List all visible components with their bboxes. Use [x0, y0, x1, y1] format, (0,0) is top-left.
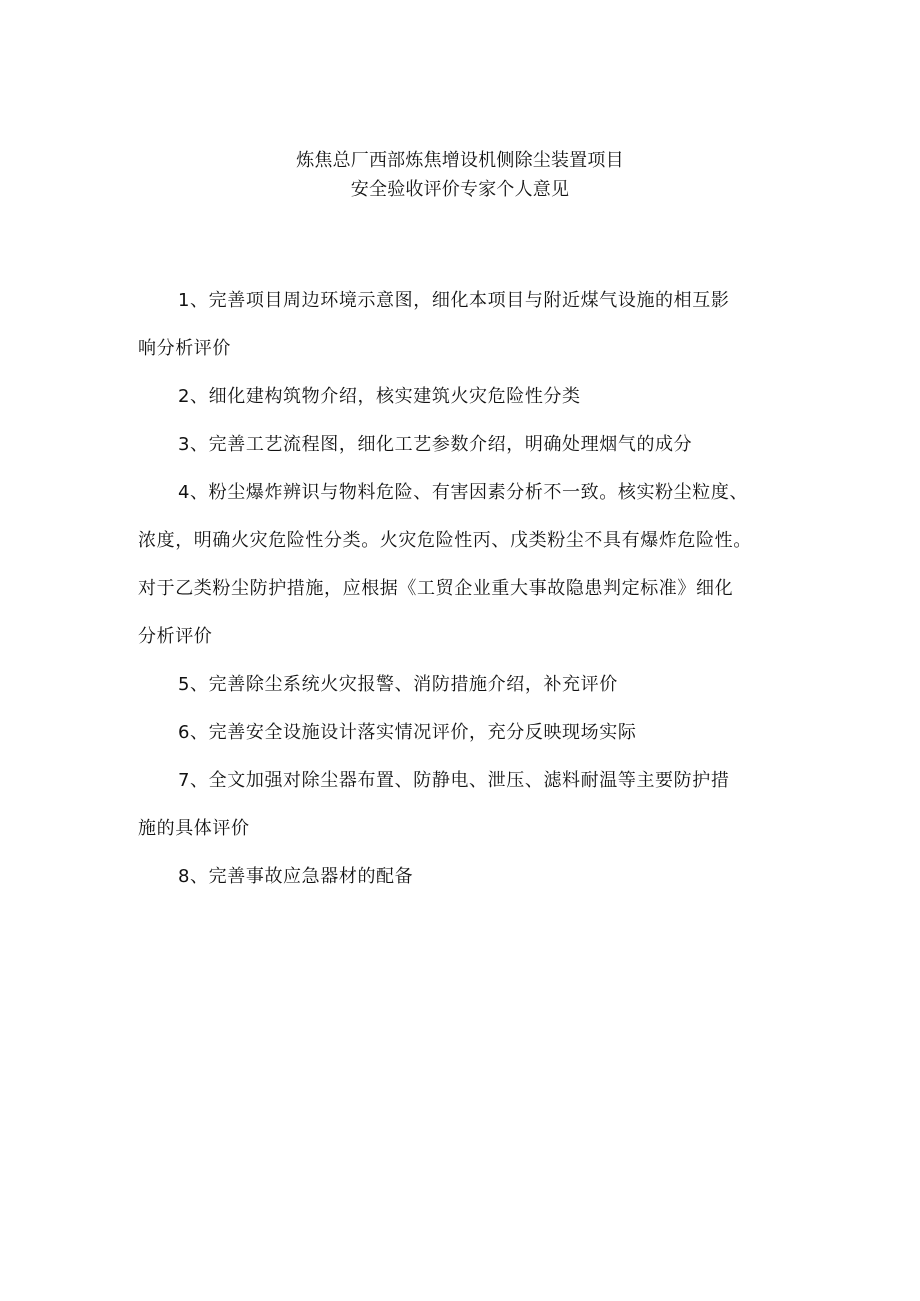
opinion-item-1-line-2: 响分析评价 [138, 338, 231, 359]
opinion-item-3 [138, 421, 784, 469]
opinion-item-8 [138, 853, 784, 901]
title-line-1: 炼焦总厂西部炼焦增设机侧除尘装置项目 [296, 150, 624, 171]
opinion-item-2 [138, 373, 784, 421]
opinion-item-7 [138, 757, 784, 853]
title-line-2: 安全验收评价专家个人意见 [350, 179, 570, 200]
opinion-item-1 [138, 277, 784, 373]
opinion-item-5-line-1: 5、完善除尘系统火灾报警、消防措施介绍，补充评价 [178, 674, 618, 695]
document-title [0, 146, 920, 204]
opinion-item-1-line-1: 1、完善项目周边环境示意图，细化本项目与附近煤气设施的相互影 [178, 290, 730, 311]
opinion-item-2-line-1: 2、细化建构筑物介绍，核实建筑火灾危险性分类 [178, 386, 581, 407]
opinion-item-5 [138, 661, 784, 709]
opinion-item-4-line-3: 对于乙类粉尘防护措施，应根据《工贸企业重大事故隐患判定标准》细化 [138, 578, 734, 599]
opinion-item-4-line-2: 浓度，明确火灾危险性分类。火灾危险性丙、戊类粉尘不具有爆炸危险性。 [138, 530, 752, 551]
opinion-item-6 [138, 709, 784, 757]
opinion-item-4-line-1: 4、粉尘爆炸辨识与物料危险、有害因素分析不一致。核实粉尘粒度、 [178, 482, 749, 503]
opinion-item-6-line-1: 6、完善安全设施设计落实情况评价，充分反映现场实际 [178, 722, 637, 743]
opinion-item-4 [138, 469, 784, 661]
opinion-item-7-line-1: 7、全文加强对除尘器布置、防静电、泄压、滤料耐温等主要防护措 [178, 770, 730, 791]
opinion-item-3-line-1: 3、完善工艺流程图，细化工艺参数介绍，明确处理烟气的成分 [178, 434, 693, 455]
opinion-item-4-line-4: 分析评价 [138, 626, 213, 647]
opinion-item-8-line-1: 8、完善事故应急器材的配备 [178, 866, 414, 887]
opinion-list [138, 277, 784, 901]
opinion-item-7-line-2: 施的具体评价 [138, 818, 250, 839]
